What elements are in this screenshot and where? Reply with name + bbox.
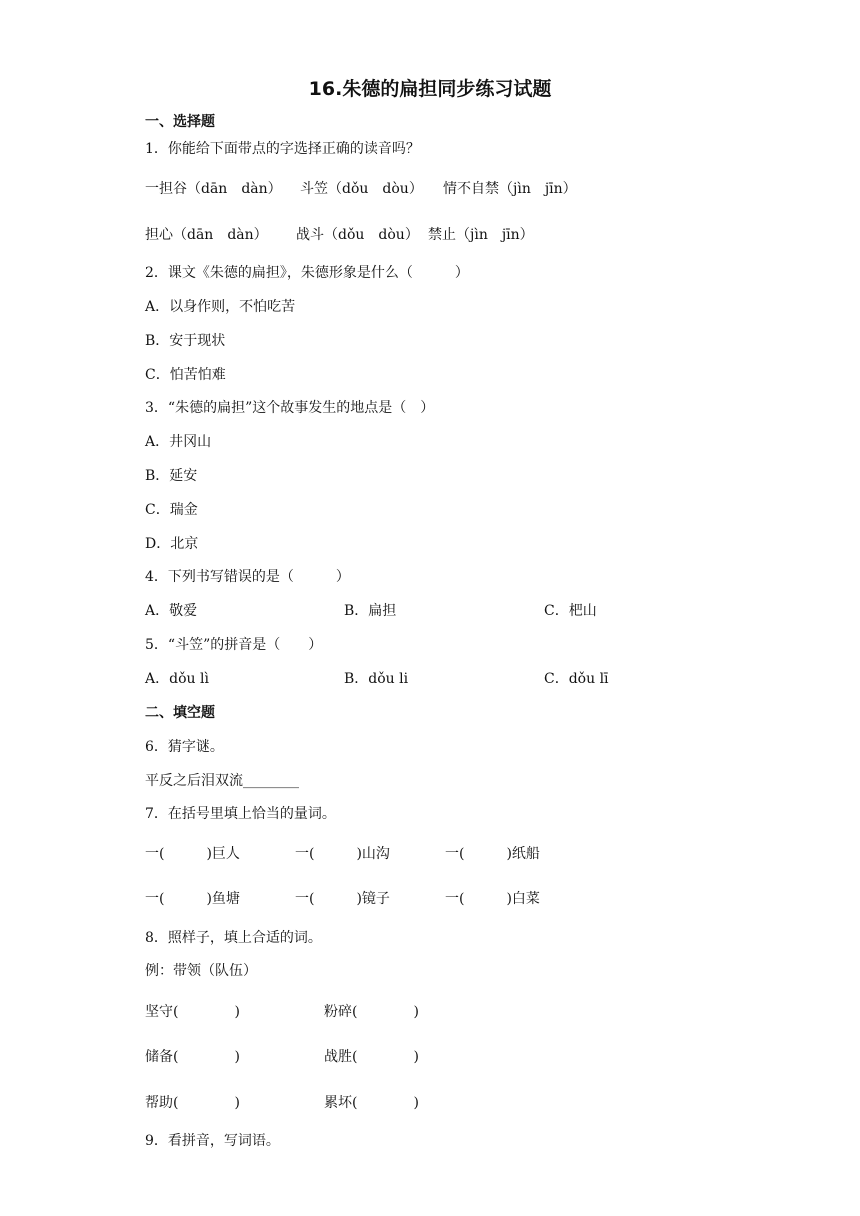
section-heading-fill: 二、填空题 (145, 705, 215, 721)
question-3-stem: 3．“朱德的扁担”这个故事发生的地点是（ ） (145, 400, 435, 416)
q7-item: 一( )镜子 (295, 891, 390, 907)
q8-item: 坚守( ) (145, 1004, 240, 1020)
section-heading-choice: 一、选择题 (145, 114, 215, 130)
question-7-stem: 7．在括号里填上恰当的量词。 (145, 806, 336, 822)
q1-item: 担心（dān dàn） (145, 227, 268, 243)
question-8-stem: 8．照样子，填上合适的词。 (145, 930, 322, 946)
q7-item: 一( )纸船 (445, 846, 540, 862)
q8-item: 储备( ) (145, 1049, 240, 1065)
q4-option: A．敬爱 (145, 603, 198, 619)
q1-item: 禁止（jìn jīn） (428, 227, 534, 243)
q1-item: 斗笠（dǒu dòu） (300, 181, 423, 197)
q3-option: B．延安 (145, 468, 198, 484)
q2-option: B．安于现状 (145, 333, 226, 349)
q8-item: 累坏( ) (324, 1095, 419, 1111)
question-6-stem: 6．猜字谜。 (145, 739, 224, 755)
q1-item: 一担谷（dān dàn） (145, 181, 282, 197)
q7-item: 一( )鱼塘 (145, 891, 240, 907)
q2-option: C．怕苦怕难 (145, 367, 226, 383)
q3-option: C．瑞金 (145, 502, 198, 518)
q7-item: 一( )巨人 (145, 846, 240, 862)
question-9-stem: 9．看拼音，写词语。 (145, 1133, 280, 1149)
q8-example: 例：带领（队伍） (145, 963, 257, 979)
question-2-stem: 2．课文《朱德的扁担》，朱德形象是什么（ ） (145, 265, 469, 281)
q1-item: 战斗（dǒu dòu） (296, 227, 419, 243)
q4-option: B．扁担 (344, 603, 397, 619)
q8-item: 帮助( ) (145, 1095, 240, 1111)
page-title: 16.朱德的扁担同步练习试题 (308, 78, 552, 100)
question-4-stem: 4．下列书写错误的是（ ） (145, 569, 350, 585)
q4-option: C．杷山 (544, 603, 597, 619)
q7-item: 一( )山沟 (295, 846, 390, 862)
q5-option: A．dǒu lì (145, 671, 209, 687)
question-5-stem: 5．“斗笠”的拼音是（ ） (145, 637, 323, 653)
q5-option: C．dǒu lī (544, 671, 609, 687)
q7-item: 一( )白菜 (445, 891, 540, 907)
q1-item: 情不自禁（jìn jīn） (443, 181, 577, 197)
q8-item: 战胜( ) (324, 1049, 419, 1065)
question-1-stem: 1．你能给下面带点的字选择正确的读音吗？ (145, 141, 420, 157)
q8-item: 粉碎( ) (324, 1004, 419, 1020)
q3-option: A．井冈山 (145, 434, 212, 450)
q6-riddle: 平反之后泪双流________ (145, 773, 299, 789)
q5-option: B．dǒu li (344, 671, 409, 687)
q3-option: D．北京 (145, 536, 199, 552)
q2-option: A．以身作则，不怕吃苦 (145, 299, 296, 315)
